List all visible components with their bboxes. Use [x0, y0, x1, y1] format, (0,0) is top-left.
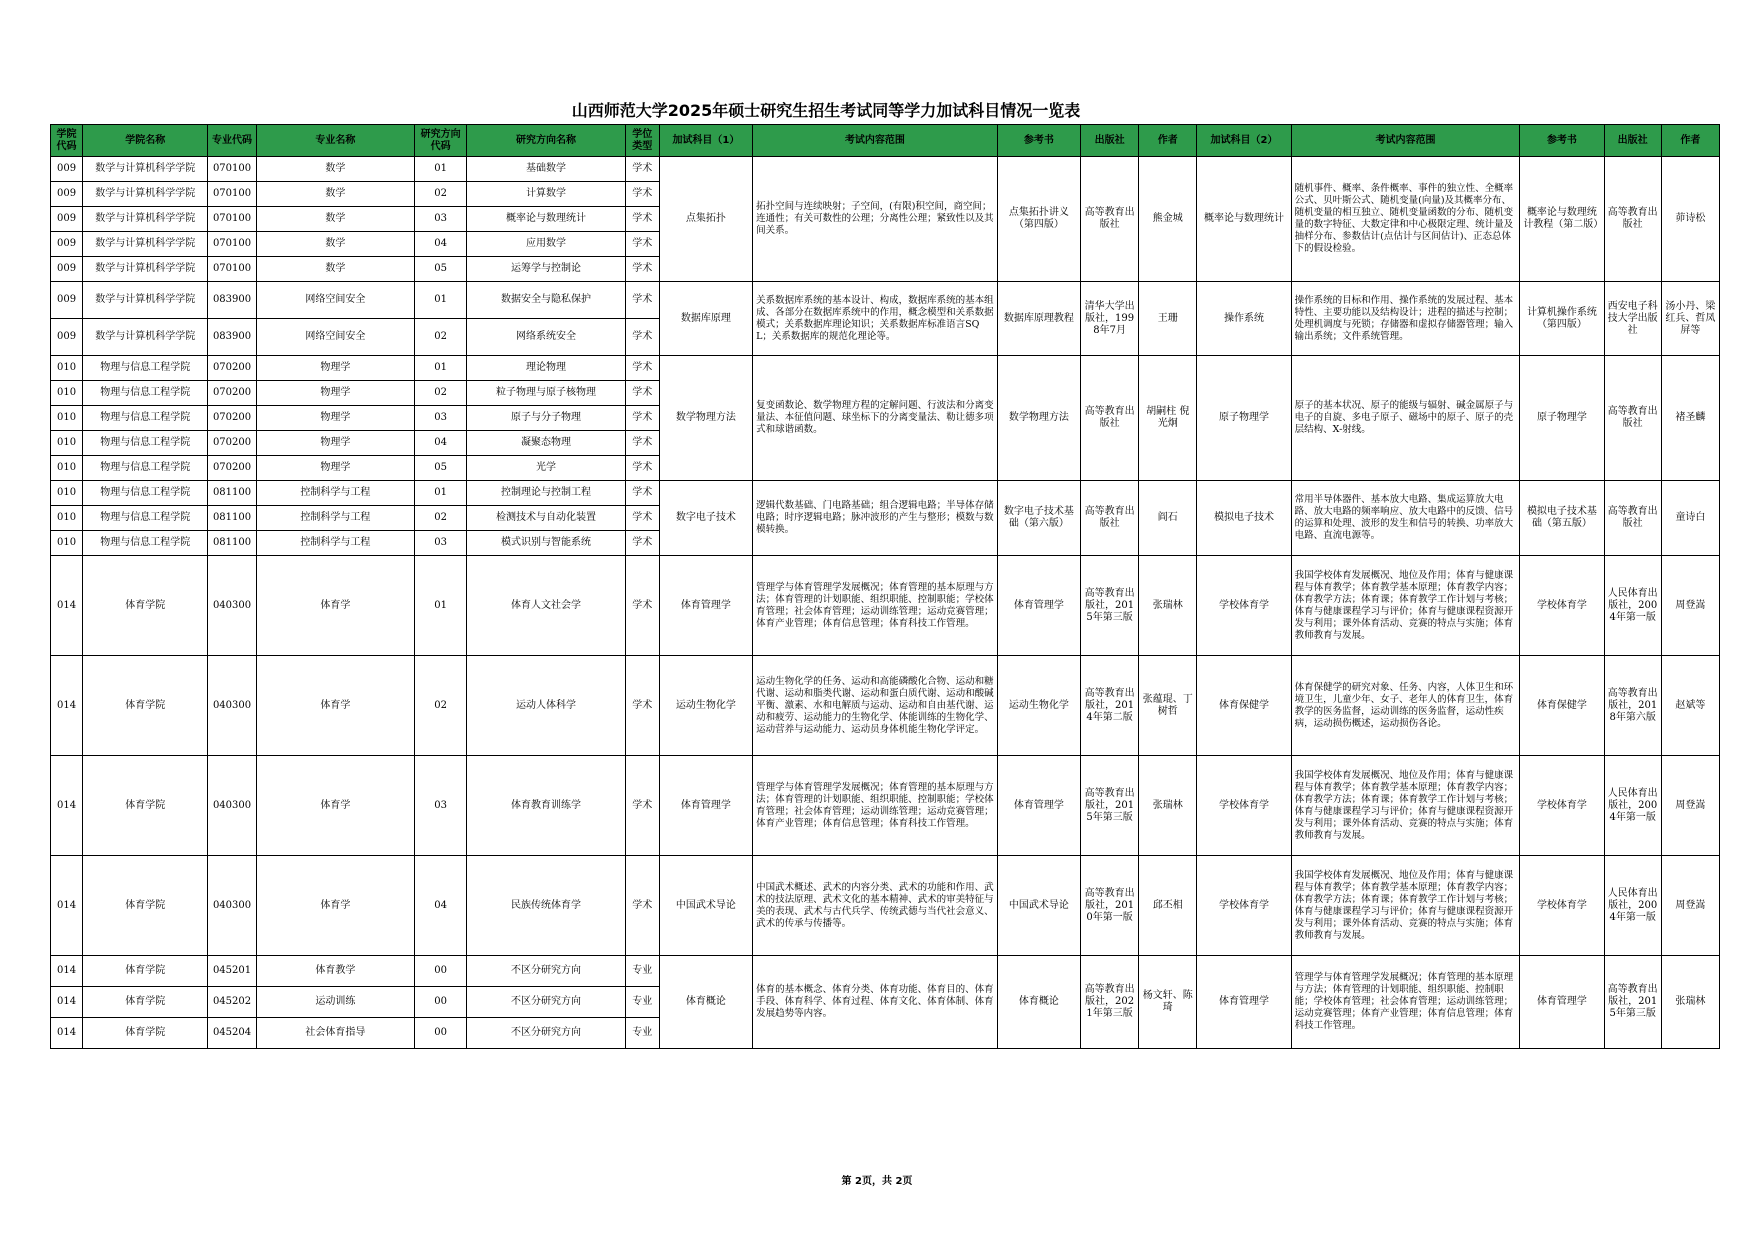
cell-direction-name: 体育教育训练学 [467, 756, 625, 856]
cell-subject-1: 体育概论 [659, 956, 752, 1049]
cell-direction-code: 05 [415, 257, 467, 282]
cell-college-name: 数学与计算机科学学院 [83, 232, 208, 257]
cell-direction-name: 理论物理 [467, 356, 625, 381]
subjects-table [50, 124, 1720, 1049]
cell-major-code: 070100 [208, 157, 256, 182]
cell-college-name: 数学与计算机科学学院 [83, 319, 208, 356]
table-row [51, 356, 1720, 381]
cell-direction-code: 03 [415, 207, 467, 232]
cell-direction-code: 01 [415, 157, 467, 182]
cell-direction-code: 02 [415, 381, 467, 406]
cell-author-1: 张瑞林 [1139, 556, 1197, 656]
cell-scope-2: 随机事件、概率、条件概率、事件的独立性、全概率公式、贝叶斯公式、随机变量(向量)及其概率分布、随机变量的相互独立、随机变量函数的分布、随机变量的数字特征、大数定律和中心极限定理、统计量及抽样分布、参数估计(点估计与区间估计)、正态总体下的假设检验。 [1291, 157, 1520, 282]
header-book-1: 参考书 [997, 125, 1080, 157]
cell-publisher-1: 高等教育出版社，2021年第三版 [1081, 956, 1139, 1049]
cell-college-code: 009 [51, 182, 83, 207]
table-row [51, 282, 1720, 319]
cell-major-code: 083900 [208, 282, 256, 319]
cell-college-code: 010 [51, 506, 83, 531]
cell-college-name: 物理与信息工程学院 [83, 481, 208, 506]
cell-degree-type: 学术 [625, 257, 659, 282]
cell-major-name: 数学 [256, 207, 414, 232]
table-row [51, 157, 1720, 182]
cell-author-1: 邱丕相 [1139, 856, 1197, 956]
cell-college-name: 物理与信息工程学院 [83, 531, 208, 556]
cell-major-name: 控制科学与工程 [256, 481, 414, 506]
cell-publisher-1: 高等教育出版社，2010年第一版 [1081, 856, 1139, 956]
cell-college-name: 数学与计算机科学学院 [83, 257, 208, 282]
cell-college-name: 物理与信息工程学院 [83, 356, 208, 381]
cell-major-name: 体育教学 [256, 956, 414, 987]
table-row [51, 756, 1720, 856]
cell-subject-2: 模拟电子技术 [1197, 481, 1291, 556]
cell-major-name: 物理学 [256, 356, 414, 381]
cell-major-code: 070100 [208, 257, 256, 282]
cell-book-2: 计算机操作系统（第四版） [1520, 282, 1604, 356]
cell-subject-1: 体育管理学 [659, 556, 752, 656]
cell-degree-type: 学术 [625, 207, 659, 232]
cell-college-code: 010 [51, 431, 83, 456]
cell-major-code: 070200 [208, 406, 256, 431]
cell-direction-name: 运动人体科学 [467, 656, 625, 756]
cell-author-2: 张瑞林 [1661, 956, 1719, 1049]
cell-book-1: 数据库原理教程 [997, 282, 1080, 356]
cell-scope-2: 我国学校体育发展概况、地位及作用；体育与健康课程与体育教学；体育教学基本原理；体育教学内容；体育教学方法；体育课；体育教学工作计划与考核；体育与健康课程学习与评价；体育与健康课程资源开发与利用；课外体育活动、竞赛的特点与实施；体育教师教育与发展。 [1291, 556, 1520, 656]
cell-degree-type: 学术 [625, 531, 659, 556]
cell-college-code: 009 [51, 157, 83, 182]
cell-subject-2: 学校体育学 [1197, 756, 1291, 856]
cell-college-name: 体育学院 [83, 956, 208, 987]
cell-author-1: 胡嗣柱 倪光炯 [1139, 356, 1197, 481]
cell-college-code: 010 [51, 406, 83, 431]
header-degree-type: 学位类型 [625, 125, 659, 157]
cell-scope-1: 管理学与体育管理学发展概况；体育管理的基本原理与方法；体育管理的计划职能、组织职能、控制职能；学校体育管理；社会体育管理；运动训练管理；运动竞赛管理；体育产业管理；体育信息管理；体育科技工作管理。 [753, 556, 998, 656]
cell-direction-name: 凝聚态物理 [467, 431, 625, 456]
cell-direction-code: 03 [415, 531, 467, 556]
cell-scope-1: 运动生物化学的任务、运动和高能磷酸化合物、运动和糖代谢、运动和脂类代谢、运动和蛋白质代谢、运动和酸碱平衡、激素、水和电解质与运动、运动和自由基代谢、运动和疲劳、运动能力的生物化学、体能训练的生物化学、运动营养与运动能力、运动员身体机能生物化学评定。 [753, 656, 998, 756]
cell-major-name: 体育学 [256, 756, 414, 856]
cell-subject-1: 数字电子技术 [659, 481, 752, 556]
cell-publisher-1: 高等教育出版社，2015年第三版 [1081, 756, 1139, 856]
cell-book-2: 原子物理学 [1520, 356, 1604, 481]
cell-author-1: 阎石 [1139, 481, 1197, 556]
cell-major-code: 070200 [208, 456, 256, 481]
table-row [51, 956, 1720, 987]
cell-subject-2: 体育管理学 [1197, 956, 1291, 1049]
cell-direction-code: 05 [415, 456, 467, 481]
cell-book-2: 模拟电子技术基础（第五版） [1520, 481, 1604, 556]
cell-book-1: 体育概论 [997, 956, 1080, 1049]
cell-scope-2: 常用半导体器件、基本放大电路、集成运算放大电路、放大电路的频率响应、放大电路中的反馈、信号的运算和处理、波形的发生和信号的转换、功率放大电路、直流电源等。 [1291, 481, 1520, 556]
cell-direction-name: 控制理论与控制工程 [467, 481, 625, 506]
cell-major-code: 070200 [208, 381, 256, 406]
cell-scope-2: 操作系统的目标和作用、操作系统的发展过程、基本特性、主要功能以及结构设计；进程的描述与控制；处理机调度与死锁；存储器和虚拟存储器管理；输入输出系统；文件系统管理。 [1291, 282, 1520, 356]
cell-book-1: 中国武术导论 [997, 856, 1080, 956]
cell-college-name: 物理与信息工程学院 [83, 431, 208, 456]
cell-major-name: 物理学 [256, 381, 414, 406]
cell-degree-type: 学术 [625, 182, 659, 207]
cell-degree-type: 学术 [625, 157, 659, 182]
cell-degree-type: 专业 [625, 987, 659, 1018]
cell-degree-type: 学术 [625, 856, 659, 956]
cell-scope-2: 我国学校体育发展概况、地位及作用；体育与健康课程与体育教学；体育教学基本原理；体育教学内容；体育教学方法；体育课；体育教学工作计划与考核；体育与健康课程学习与评价；体育与健康课程资源开发与利用；课外体育活动、竞赛的特点与实施；体育教师教育与发展。 [1291, 756, 1520, 856]
cell-subject-2: 操作系统 [1197, 282, 1291, 356]
cell-direction-name: 原子与分子物理 [467, 406, 625, 431]
table-header-row [51, 125, 1720, 157]
cell-author-1: 张瑞林 [1139, 756, 1197, 856]
cell-book-1: 体育管理学 [997, 756, 1080, 856]
cell-direction-code: 02 [415, 506, 467, 531]
cell-publisher-1: 高等教育出版社 [1081, 356, 1139, 481]
cell-college-code: 009 [51, 207, 83, 232]
table-body [51, 157, 1720, 1049]
cell-major-code: 040300 [208, 556, 256, 656]
cell-publisher-2: 高等教育出版社，2015年第三版 [1604, 956, 1661, 1049]
cell-college-code: 010 [51, 456, 83, 481]
cell-direction-name: 模式识别与智能系统 [467, 531, 625, 556]
cell-publisher-1: 高等教育出版社，2014年第二版 [1081, 656, 1139, 756]
cell-publisher-1: 高等教育出版社，2015年第三版 [1081, 556, 1139, 656]
cell-publisher-2: 人民体育出版社，2004年第一版 [1604, 856, 1661, 956]
cell-degree-type: 学术 [625, 556, 659, 656]
header-publisher-1: 出版社 [1081, 125, 1139, 157]
cell-book-1: 体育管理学 [997, 556, 1080, 656]
cell-book-2: 学校体育学 [1520, 856, 1604, 956]
cell-college-code: 010 [51, 481, 83, 506]
header-scope-1: 考试内容范围 [753, 125, 998, 157]
cell-major-name: 物理学 [256, 406, 414, 431]
cell-major-code: 070100 [208, 182, 256, 207]
cell-college-name: 物理与信息工程学院 [83, 456, 208, 481]
cell-book-2: 学校体育学 [1520, 556, 1604, 656]
cell-scope-2: 体育保健学的研究对象、任务、内容，人体卫生和环境卫生，儿童少年、女子、老年人的体育卫生，体育教学的医务监督，运动训练的医务监督，运动性疾病，运动损伤概述，运动损伤各论。 [1291, 656, 1520, 756]
cell-direction-name: 计算数学 [467, 182, 625, 207]
table-row [51, 556, 1720, 656]
cell-book-1: 数学物理方法 [997, 356, 1080, 481]
header-major-name: 专业名称 [256, 125, 414, 157]
cell-direction-code: 03 [415, 406, 467, 431]
cell-major-code: 045204 [208, 1018, 256, 1049]
header-publisher-2: 出版社 [1604, 125, 1661, 157]
cell-direction-code: 01 [415, 556, 467, 656]
cell-publisher-2: 高等教育出版社 [1604, 481, 1661, 556]
cell-subject-2: 原子物理学 [1197, 356, 1291, 481]
cell-college-code: 010 [51, 531, 83, 556]
cell-direction-name: 光学 [467, 456, 625, 481]
cell-subject-1: 点集拓扑 [659, 157, 752, 282]
cell-author-1: 熊金城 [1139, 157, 1197, 282]
cell-college-name: 数学与计算机科学学院 [83, 182, 208, 207]
cell-major-code: 045202 [208, 987, 256, 1018]
header-scope-2: 考试内容范围 [1291, 125, 1520, 157]
cell-scope-1: 逻辑代数基础、门电路基础；组合逻辑电路；半导体存储电路；时序逻辑电路；脉冲波形的产生与整形；模数与数模转换。 [753, 481, 998, 556]
cell-book-1: 数字电子技术基础（第六版） [997, 481, 1080, 556]
cell-subject-1: 体育管理学 [659, 756, 752, 856]
cell-author-2: 童诗白 [1661, 481, 1719, 556]
cell-major-name: 体育学 [256, 556, 414, 656]
cell-degree-type: 学术 [625, 756, 659, 856]
table-row [51, 856, 1720, 956]
header-subject-2: 加试科目（2） [1197, 125, 1291, 157]
cell-direction-name: 不区分研究方向 [467, 987, 625, 1018]
cell-publisher-2: 高等教育出版社，2018年第六版 [1604, 656, 1661, 756]
cell-major-name: 控制科学与工程 [256, 531, 414, 556]
cell-major-name: 控制科学与工程 [256, 506, 414, 531]
cell-publisher-2: 人民体育出版社，2004年第一版 [1604, 756, 1661, 856]
cell-college-name: 体育学院 [83, 1018, 208, 1049]
cell-college-name: 体育学院 [83, 987, 208, 1018]
cell-publisher-2: 高等教育出版社 [1604, 157, 1661, 282]
cell-direction-name: 民族传统体育学 [467, 856, 625, 956]
cell-direction-code: 04 [415, 431, 467, 456]
cell-direction-name: 不区分研究方向 [467, 956, 625, 987]
cell-book-1: 运动生物化学 [997, 656, 1080, 756]
page-title: 山西师范大学2025年硕士研究生招生考试同等学力加试科目情况一览表 [571, 101, 1081, 120]
cell-college-name: 物理与信息工程学院 [83, 506, 208, 531]
page-footer: 第 2页，共 2页 [841, 1176, 913, 1187]
cell-direction-name: 数据安全与隐私保护 [467, 282, 625, 319]
cell-direction-code: 02 [415, 319, 467, 356]
header-author-1: 作者 [1139, 125, 1197, 157]
cell-degree-type: 学术 [625, 456, 659, 481]
cell-author-2: 褚圣麟 [1661, 356, 1719, 481]
header-college-name: 学院名称 [83, 125, 208, 157]
cell-direction-name: 粒子物理与原子核物理 [467, 381, 625, 406]
cell-college-code: 014 [51, 1018, 83, 1049]
cell-college-code: 014 [51, 556, 83, 656]
cell-major-code: 070100 [208, 232, 256, 257]
cell-author-2: 茆诗松 [1661, 157, 1719, 282]
cell-major-name: 物理学 [256, 456, 414, 481]
cell-major-code: 070100 [208, 207, 256, 232]
cell-degree-type: 学术 [625, 356, 659, 381]
header-direction-name: 研究方向名称 [467, 125, 625, 157]
cell-author-2: 周登嵩 [1661, 756, 1719, 856]
cell-college-code: 010 [51, 356, 83, 381]
cell-author-1: 杨文轩、陈琦 [1139, 956, 1197, 1049]
cell-subject-2: 体育保健学 [1197, 656, 1291, 756]
header-book-2: 参考书 [1520, 125, 1604, 157]
cell-major-name: 社会体育指导 [256, 1018, 414, 1049]
cell-direction-name: 不区分研究方向 [467, 1018, 625, 1049]
cell-scope-2: 我国学校体育发展概况、地位及作用；体育与健康课程与体育教学；体育教学基本原理；体育教学内容；体育教学方法；体育课；体育教学工作计划与考核；体育与健康课程学习与评价；体育与健康课程资源开发与利用；课外体育活动、竞赛的特点与实施；体育教师教育与发展。 [1291, 856, 1520, 956]
cell-scope-1: 拓扑空间与连续映射；子空间，(有限)积空间，商空间；连通性；有关可数性的公理；分离性公理；紧致性以及其间关系。 [753, 157, 998, 282]
cell-college-code: 014 [51, 656, 83, 756]
cell-college-code: 009 [51, 282, 83, 319]
cell-college-name: 数学与计算机科学学院 [83, 207, 208, 232]
cell-major-name: 数学 [256, 182, 414, 207]
cell-author-2: 赵斌等 [1661, 656, 1719, 756]
cell-publisher-1: 高等教育出版社 [1081, 157, 1139, 282]
cell-direction-name: 基础数学 [467, 157, 625, 182]
header-subject-1: 加试科目（1） [659, 125, 752, 157]
cell-college-code: 009 [51, 232, 83, 257]
cell-author-1: 王珊 [1139, 282, 1197, 356]
cell-major-name: 数学 [256, 232, 414, 257]
cell-major-name: 体育学 [256, 656, 414, 756]
cell-major-name: 数学 [256, 157, 414, 182]
cell-degree-type: 学术 [625, 381, 659, 406]
cell-major-name: 运动训练 [256, 987, 414, 1018]
cell-degree-type: 学术 [625, 431, 659, 456]
cell-direction-name: 体育人文社会学 [467, 556, 625, 656]
cell-college-code: 014 [51, 956, 83, 987]
cell-college-name: 体育学院 [83, 856, 208, 956]
cell-degree-type: 学术 [625, 506, 659, 531]
cell-book-2: 体育保健学 [1520, 656, 1604, 756]
cell-author-2: 汤小丹、梁红兵、哲凤屏等 [1661, 282, 1719, 356]
cell-college-code: 009 [51, 257, 83, 282]
cell-scope-1: 复变函数论、数学物理方程的定解问题、行波法和分离变量法、本征值问题、球坐标下的分离变量法、勒让德多项式和球谐函数。 [753, 356, 998, 481]
cell-subject-2: 概率论与数理统计 [1197, 157, 1291, 282]
cell-degree-type: 专业 [625, 1018, 659, 1049]
cell-college-name: 数学与计算机科学学院 [83, 157, 208, 182]
cell-direction-name: 检测技术与自动化装置 [467, 506, 625, 531]
cell-publisher-1: 清华大学出版社，1998年7月 [1081, 282, 1139, 356]
header-direction-code: 研究方向代码 [415, 125, 467, 157]
cell-college-code: 010 [51, 381, 83, 406]
table-row [51, 656, 1720, 756]
cell-college-code: 009 [51, 319, 83, 356]
cell-book-1: 点集拓扑讲义（第四版） [997, 157, 1080, 282]
cell-major-name: 体育学 [256, 856, 414, 956]
cell-degree-type: 专业 [625, 956, 659, 987]
table-row [51, 481, 1720, 506]
cell-major-name: 数学 [256, 257, 414, 282]
cell-book-2: 学校体育学 [1520, 756, 1604, 856]
cell-scope-2: 原子的基本状况、原子的能级与辐射、碱金属原子与电子的自旋、多电子原子、磁场中的原子、原子的壳层结构、X-射线。 [1291, 356, 1520, 481]
cell-degree-type: 学术 [625, 319, 659, 356]
cell-major-name: 网络空间安全 [256, 319, 414, 356]
cell-college-code: 014 [51, 756, 83, 856]
cell-direction-code: 03 [415, 756, 467, 856]
cell-major-code: 081100 [208, 481, 256, 506]
cell-direction-code: 04 [415, 232, 467, 257]
cell-degree-type: 学术 [625, 481, 659, 506]
cell-publisher-2: 人民体育出版社，2004年第一版 [1604, 556, 1661, 656]
cell-direction-code: 01 [415, 481, 467, 506]
cell-major-code: 081100 [208, 531, 256, 556]
cell-major-name: 物理学 [256, 431, 414, 456]
cell-major-code: 081100 [208, 506, 256, 531]
cell-publisher-2: 高等教育出版社 [1604, 356, 1661, 481]
cell-college-name: 体育学院 [83, 756, 208, 856]
cell-direction-code: 02 [415, 656, 467, 756]
cell-subject-2: 学校体育学 [1197, 556, 1291, 656]
cell-major-code: 083900 [208, 319, 256, 356]
cell-college-name: 数学与计算机科学学院 [83, 282, 208, 319]
cell-major-code: 045201 [208, 956, 256, 987]
cell-subject-1: 运动生物化学 [659, 656, 752, 756]
cell-subject-1: 数学物理方法 [659, 356, 752, 481]
cell-publisher-1: 高等教育出版社 [1081, 481, 1139, 556]
cell-scope-1: 管理学与体育管理学发展概况；体育管理的基本原理与方法；体育管理的计划职能、组织职能、控制职能；学校体育管理；社会体育管理；运动训练管理；运动竞赛管理；体育产业管理；体育信息管理；体育科技工作管理。 [753, 756, 998, 856]
cell-direction-code: 00 [415, 956, 467, 987]
cell-major-code: 070200 [208, 356, 256, 381]
cell-degree-type: 学术 [625, 406, 659, 431]
cell-degree-type: 学术 [625, 232, 659, 257]
cell-direction-name: 运筹学与控制论 [467, 257, 625, 282]
cell-scope-1: 体育的基本概念、体育分类、体育功能、体育目的、体育手段、体育科学、体育过程、体育文化、体育体制、体育发展趋势等内容。 [753, 956, 998, 1049]
cell-direction-name: 应用数学 [467, 232, 625, 257]
cell-subject-2: 学校体育学 [1197, 856, 1291, 956]
cell-college-name: 体育学院 [83, 656, 208, 756]
cell-college-code: 014 [51, 987, 83, 1018]
cell-degree-type: 学术 [625, 656, 659, 756]
cell-author-2: 周登嵩 [1661, 556, 1719, 656]
cell-direction-code: 01 [415, 356, 467, 381]
header-college-code: 学院代码 [51, 125, 83, 157]
cell-major-code: 040300 [208, 656, 256, 756]
cell-subject-1: 数据库原理 [659, 282, 752, 356]
cell-major-code: 070200 [208, 431, 256, 456]
cell-degree-type: 学术 [625, 282, 659, 319]
cell-scope-1: 中国武术概述、武术的内容分类、武术的功能和作用、武术的技法原理、武术文化的基本精神、武术的审美特征与美的表现、武术与古代兵学、传统武德与当代社会意义、武术的传承与传播等。 [753, 856, 998, 956]
cell-scope-2: 管理学与体育管理学发展概况；体育管理的基本原理与方法；体育管理的计划职能、组织职能、控制职能；学校体育管理；社会体育管理；运动训练管理；运动竞赛管理；体育产业管理；体育信息管理；体育科技工作管理。 [1291, 956, 1520, 1049]
cell-author-2: 周登嵩 [1661, 856, 1719, 956]
cell-direction-code: 00 [415, 987, 467, 1018]
cell-college-name: 物理与信息工程学院 [83, 381, 208, 406]
cell-book-2: 体育管理学 [1520, 956, 1604, 1049]
header-author-2: 作者 [1661, 125, 1719, 157]
cell-college-code: 014 [51, 856, 83, 956]
cell-major-code: 040300 [208, 756, 256, 856]
cell-college-name: 物理与信息工程学院 [83, 406, 208, 431]
cell-direction-code: 00 [415, 1018, 467, 1049]
cell-direction-code: 01 [415, 282, 467, 319]
cell-author-1: 张蕴琨、丁树哲 [1139, 656, 1197, 756]
header-major-code: 专业代码 [208, 125, 256, 157]
cell-subject-1: 中国武术导论 [659, 856, 752, 956]
cell-college-name: 体育学院 [83, 556, 208, 656]
cell-scope-1: 关系数据库系统的基本设计、构成，数据库系统的基本组成、各部分在数据库系统中的作用，概念模型和关系数据模式；关系数据库理论知识；关系数据库标准语言SQL；关系数据库的规范化理论等。 [753, 282, 998, 356]
cell-direction-code: 04 [415, 856, 467, 956]
cell-publisher-2: 西安电子科技大学出版社 [1604, 282, 1661, 356]
cell-major-name: 网络空间安全 [256, 282, 414, 319]
cell-book-2: 概率论与数理统计教程（第二版） [1520, 157, 1604, 282]
cell-direction-code: 02 [415, 182, 467, 207]
cell-direction-name: 网络系统安全 [467, 319, 625, 356]
cell-major-code: 040300 [208, 856, 256, 956]
cell-direction-name: 概率论与数理统计 [467, 207, 625, 232]
